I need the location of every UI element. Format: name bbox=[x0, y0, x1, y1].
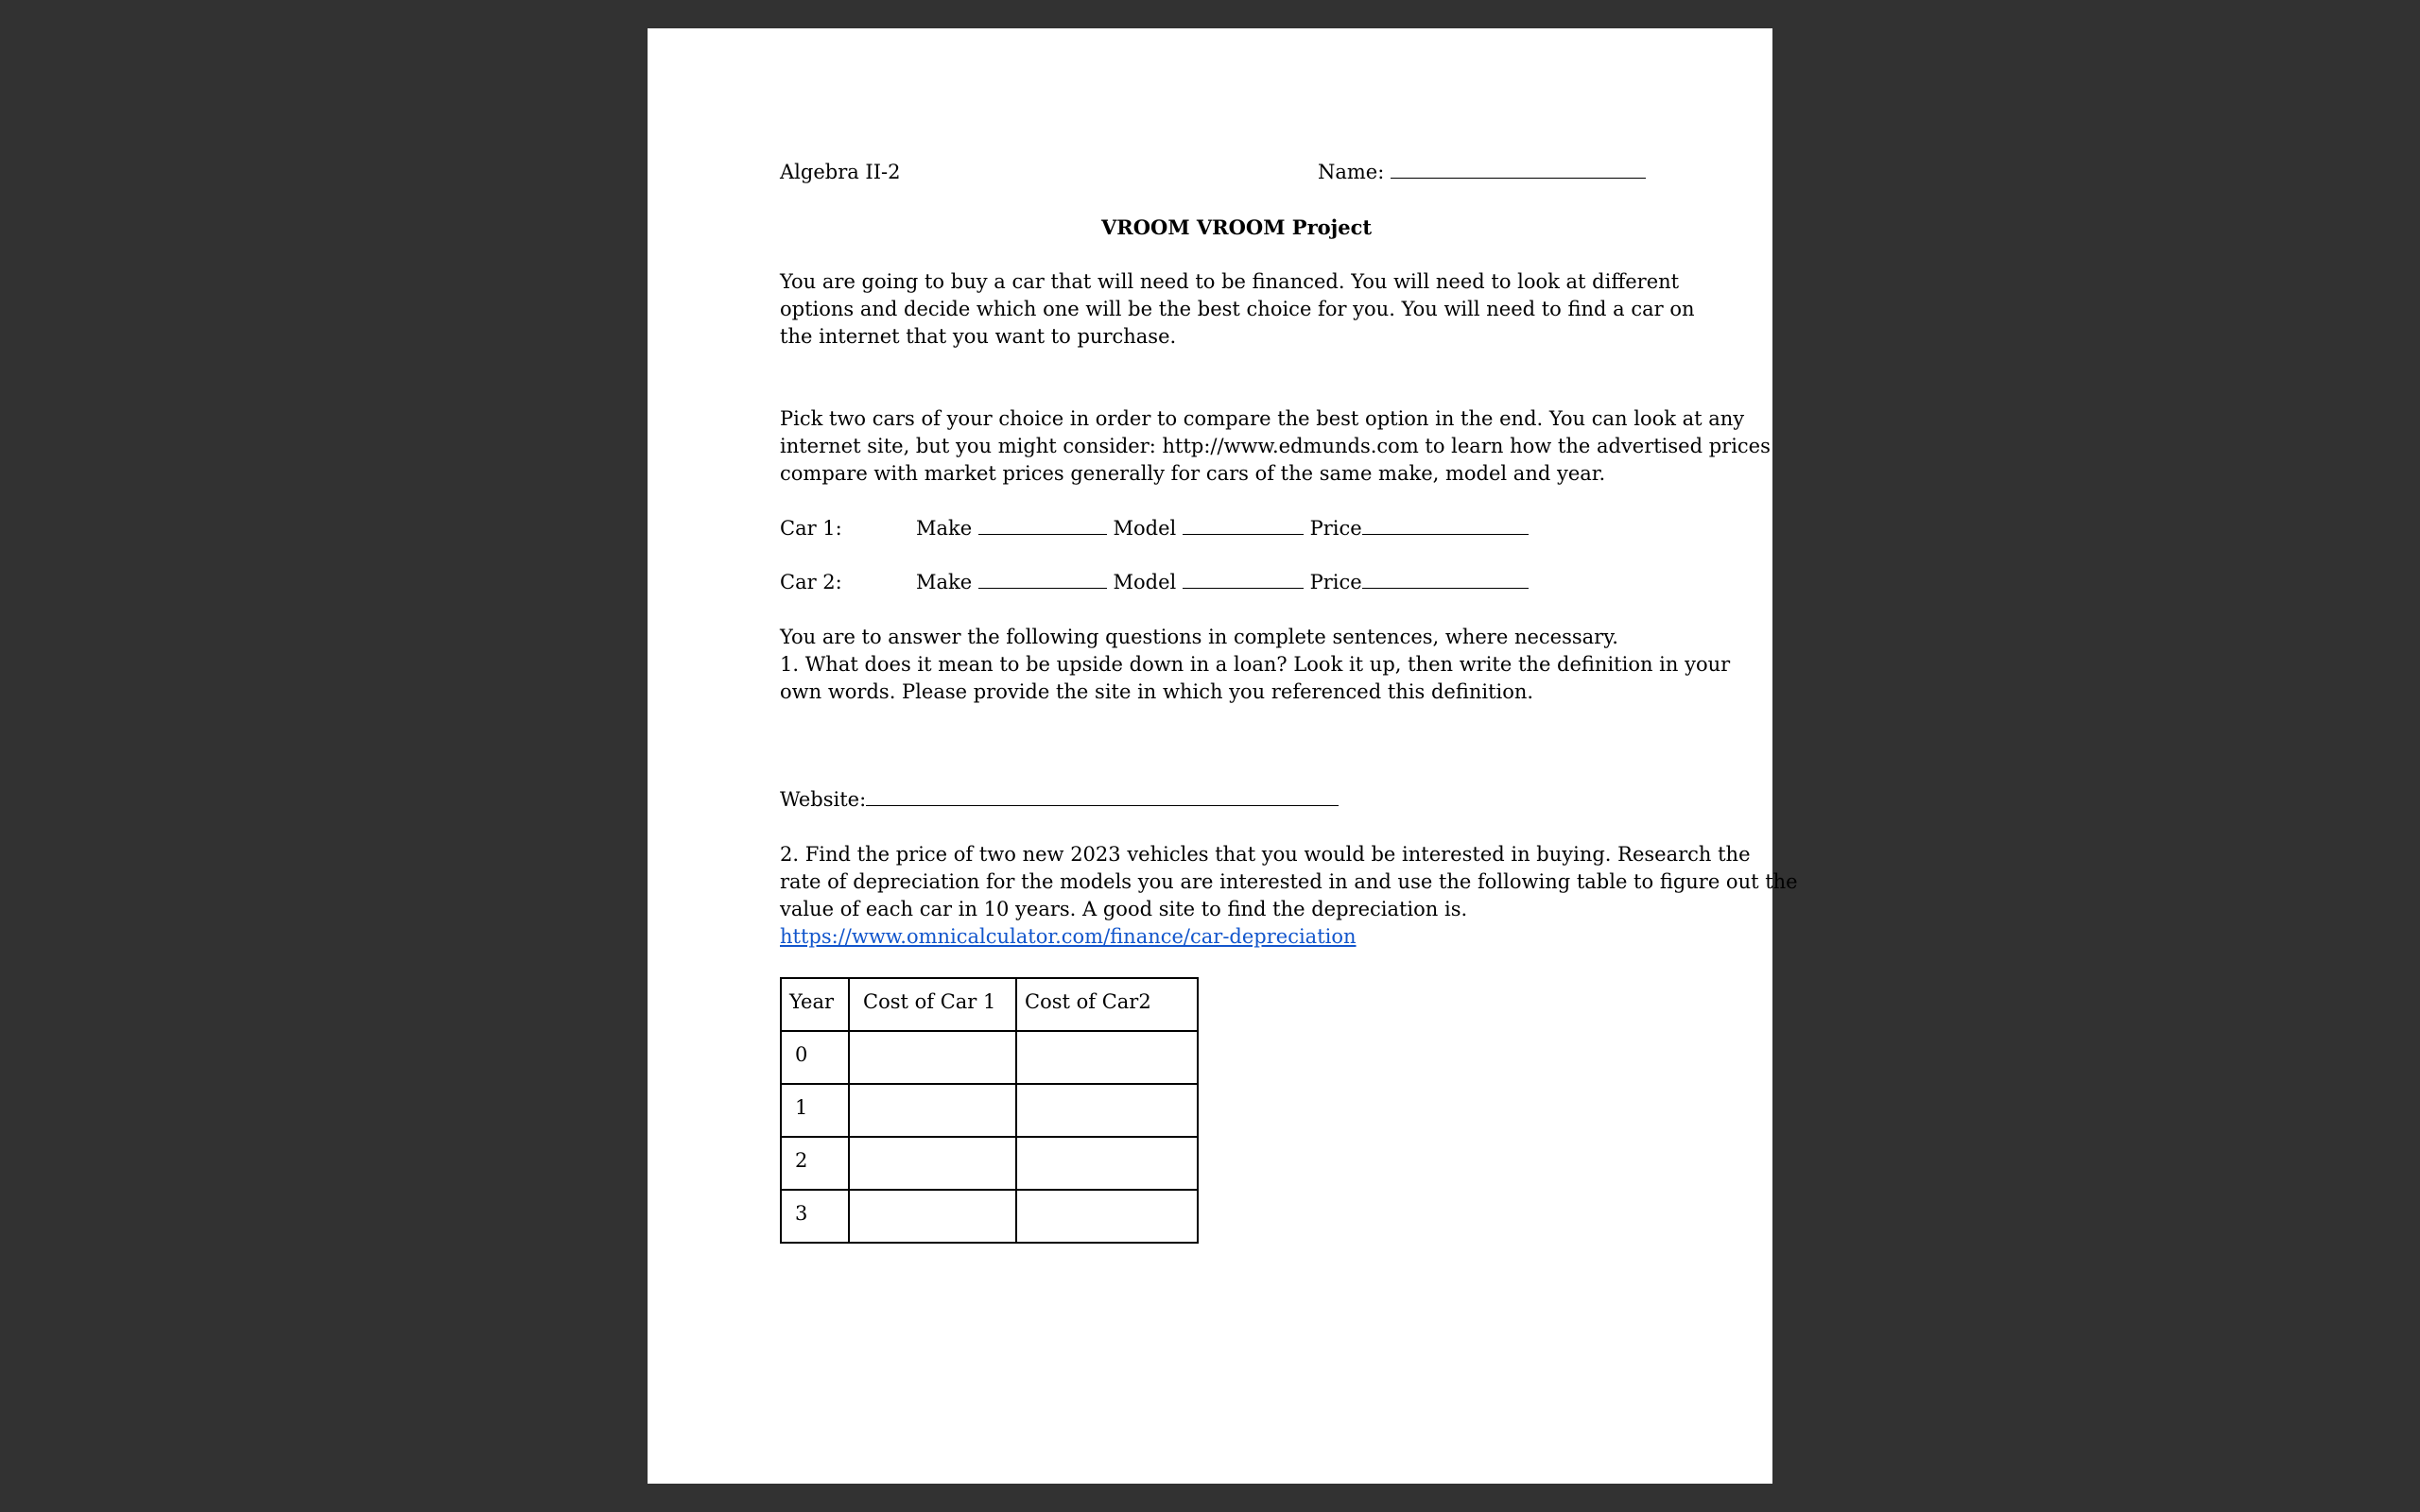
name-label: Name: bbox=[1318, 161, 1391, 183]
name-blank bbox=[1391, 161, 1646, 179]
table-header-cell: Year bbox=[781, 978, 849, 1031]
car-2-cost-cell bbox=[1016, 1190, 1198, 1243]
website-label: Website: bbox=[780, 788, 867, 811]
question-2-line: 2. Find the price of two new 2023 vehicles that you would be interested in buying. Research the bbox=[780, 843, 1751, 866]
question-1-line: 1. What does it mean to be upside down in a loan? Look it up, then write the definition in your bbox=[780, 653, 1731, 676]
model-blank bbox=[1183, 517, 1304, 535]
instructions-line: Pick two cars of your choice in order to compare the best option in the end. You can look at any bbox=[780, 407, 1745, 430]
price-label: Price bbox=[1303, 517, 1362, 540]
year-cell: 1 bbox=[781, 1084, 849, 1137]
depreciation-table bbox=[780, 977, 1199, 1244]
price-blank bbox=[1362, 571, 1529, 589]
year-cell: 2 bbox=[781, 1137, 849, 1190]
instructions-line: compare with market prices generally for cars of the same make, model and year. bbox=[780, 462, 1606, 485]
question-2-line: rate of depreciation for the models you are interested in and use the following table to figure out the bbox=[780, 870, 1798, 893]
make-label: Make bbox=[916, 571, 978, 593]
depreciation-link[interactable]: https://www.omnicalculator.com/finance/car-depreciation bbox=[780, 925, 1357, 948]
depreciation-link-line bbox=[780, 923, 1357, 951]
table-row bbox=[781, 1190, 1198, 1243]
year-cell: 3 bbox=[781, 1190, 849, 1243]
page-title: VROOM VROOM Project bbox=[1101, 215, 1373, 239]
car-2-label: Car 2: bbox=[780, 571, 842, 593]
table-header-cell: Cost of Car2 bbox=[1016, 978, 1198, 1031]
model-label: Model bbox=[1106, 517, 1183, 540]
model-blank bbox=[1183, 571, 1304, 589]
intro-line: the internet that you want to purchase. bbox=[780, 325, 1177, 348]
instructions-line: internet site, but you might consider: http://www.edmunds.com to learn how the advertised prices bbox=[780, 435, 1771, 457]
car-2-cost-cell bbox=[1016, 1137, 1198, 1190]
car-1-cost-cell bbox=[849, 1031, 1016, 1084]
document-page bbox=[648, 28, 1772, 1484]
car-2-cost-cell bbox=[1016, 1031, 1198, 1084]
price-label: Price bbox=[1303, 571, 1362, 593]
car-2-cost-cell bbox=[1016, 1084, 1198, 1137]
car-1-cost-cell bbox=[849, 1084, 1016, 1137]
table-row bbox=[781, 1084, 1198, 1137]
make-blank bbox=[978, 517, 1107, 535]
car-1-fields bbox=[916, 515, 1529, 542]
website-blank bbox=[866, 788, 1339, 806]
question-2-line: value of each car in 10 years. A good site to find the depreciation is. bbox=[780, 898, 1468, 920]
table-header-cell: Cost of Car 1 bbox=[849, 978, 1016, 1031]
intro-line: options and decide which one will be the best choice for you. You will need to find a car on bbox=[780, 298, 1695, 320]
model-label: Model bbox=[1106, 571, 1183, 593]
intro-line: You are going to buy a car that will need to be financed. You will need to look at different bbox=[780, 270, 1680, 293]
table-header-row bbox=[781, 978, 1198, 1031]
question-1-line: own words. Please provide the site in which you referenced this definition. bbox=[780, 680, 1534, 703]
name-field bbox=[1318, 159, 1646, 186]
make-blank bbox=[978, 571, 1107, 589]
car-2-fields bbox=[916, 569, 1529, 596]
car-1-label: Car 1: bbox=[780, 517, 842, 540]
website-field bbox=[780, 786, 1339, 814]
year-cell: 0 bbox=[781, 1031, 849, 1084]
car-1-cost-cell bbox=[849, 1190, 1016, 1243]
make-label: Make bbox=[916, 517, 978, 540]
table-row bbox=[781, 1031, 1198, 1084]
questions-intro: You are to answer the following questions in complete sentences, where necessary. bbox=[780, 626, 1618, 648]
car-1-cost-cell bbox=[849, 1137, 1016, 1190]
price-blank bbox=[1362, 517, 1529, 535]
course-label: Algebra II-2 bbox=[780, 161, 901, 183]
table-row bbox=[781, 1137, 1198, 1190]
